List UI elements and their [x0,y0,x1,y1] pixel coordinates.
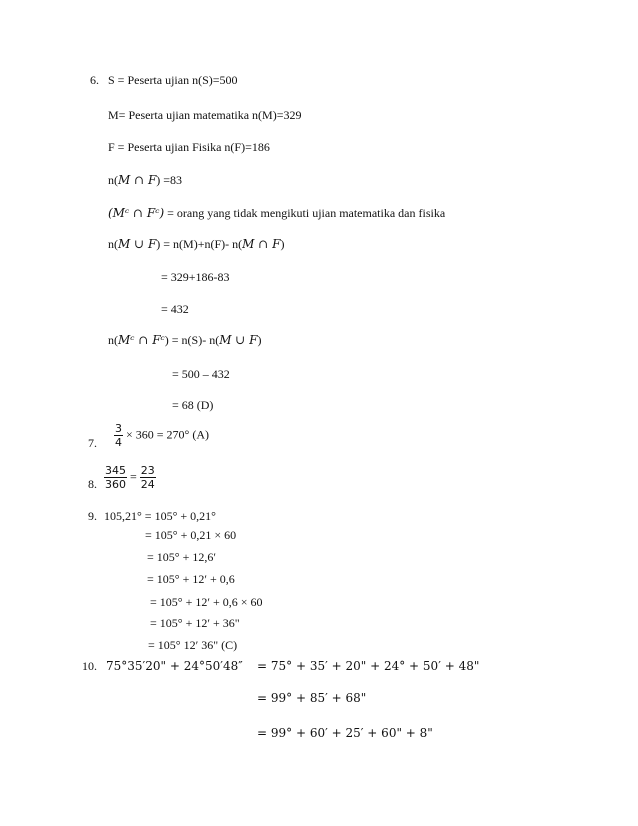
text: ) = n(S)- n( [164,333,220,347]
item-6-line-5 [108,205,445,221]
math-expression: M ∪ F [219,333,258,347]
item-10-line-1-right: = 75° + 35′ + 20" + 24° + 50′ + 48" [257,659,480,673]
math-expression: (Mᶜ ∩ Fᶜ) [108,206,165,220]
item-9-number: 9. [88,509,97,523]
item-6-line-6 [108,236,284,252]
item-9-line-7: = 105° 12′ 36" (C) [148,638,238,652]
math-expression: M ∩ F [242,237,281,251]
fraction [104,464,127,491]
text: ) =83 [156,173,183,187]
item-7-line [114,422,209,449]
math-expression: M ∪ F [118,237,157,251]
fraction-denominator: 360 [105,478,126,491]
math-expression: M ∩ F [118,173,157,187]
item-10-line-1-left: 75°35′20" + 24°50′48″ [106,659,243,673]
item-10-line-2: = 99° + 85′ + 68" [257,691,367,705]
text: ) = n(M)+n(F)- n( [156,237,243,251]
text: ) [257,333,262,347]
item-6-line-8: = 432 [161,302,189,316]
equals-sign: = [127,469,140,484]
fraction-numerator: 3 [115,422,122,435]
item-8-number: 8. [88,477,97,491]
item-6-line-10: = 500 – 432 [172,367,230,381]
text: × 360 = 270° (A) [123,427,209,442]
item-10-line-3: = 99° + 60′ + 25′ + 60" + 8" [257,726,433,740]
item-6-number: 6. [90,73,99,87]
fraction-denominator: 4 [115,436,122,449]
item-6-line-2: M= Peserta ujian matematika n(M)=329 [108,108,302,122]
item-9-line-6: = 105° + 12′ + 36" [150,616,240,630]
item-6-line-11: = 68 (D) [172,398,214,412]
item-9-line-2: = 105° + 0,21 × 60 [145,528,237,542]
item-9-line-5: = 105° + 12′ + 0,6 × 60 [150,595,263,609]
fraction-numerator: 23 [140,464,155,477]
fraction-denominator: 24 [140,478,155,491]
item-10-number: 10. [82,659,97,673]
text: ) [280,237,285,251]
item-9-line-4: = 105° + 12′ + 0,6 [147,572,235,586]
item-6-line-4 [108,172,182,188]
text: n( [108,237,118,251]
text: n( [108,173,118,187]
text: = orang yang tidak mengikuti ujian matematika dan fisika [164,206,446,220]
fraction [140,464,156,491]
item-9-line-1: 105,21° = 105° + 0,21° [104,509,216,523]
fraction-numerator: 345 [105,464,126,477]
item-6-line-1: S = Peserta ujian n(S)=500 [108,73,238,87]
item-6-line-9 [108,332,261,348]
item-6-line-7: = 329+186-83 [161,270,230,284]
item-6-line-3: F = Peserta ujian Fisika n(F)=186 [108,140,270,154]
math-expression: Mᶜ ∩ Fᶜ [118,333,165,347]
item-8-line [104,464,156,491]
item-7-number: 7. [88,436,97,450]
item-9-line-3: = 105° + 12,6′ [147,550,216,564]
text: n( [108,333,118,347]
fraction [114,422,123,449]
